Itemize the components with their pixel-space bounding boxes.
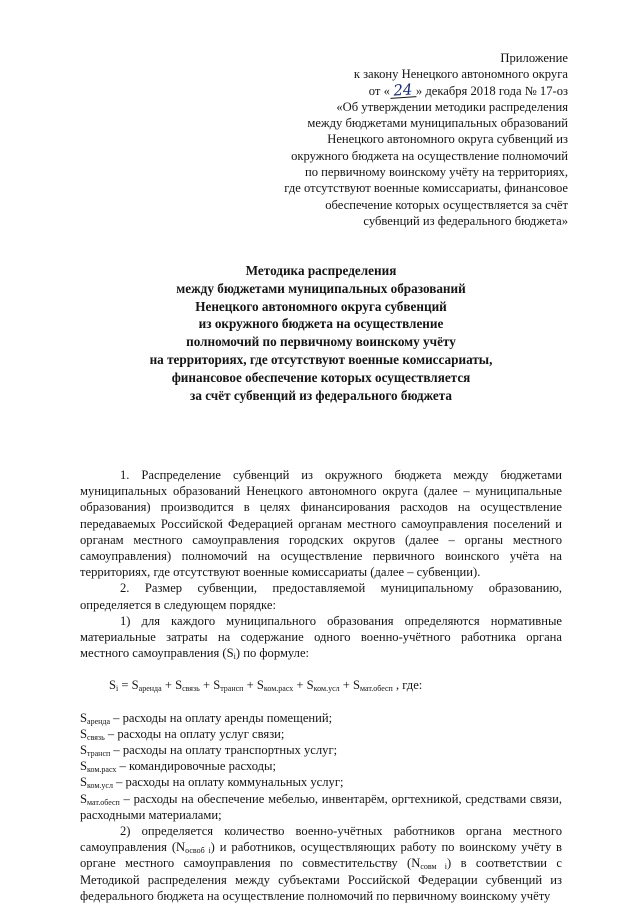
paragraph-3 — [80, 613, 562, 662]
title-line: на территориях, где отсутствуют военные комиссариаты, — [149, 351, 493, 367]
title-line: Ненецкого автономного округа субвенций — [195, 298, 447, 314]
definition-text: – расходы на обеспечение мебелью, инвентарём, оргтехникой, средствами связи, расходными материалами; — [80, 791, 562, 822]
header-line: где отсутствуют военные комиссариаты, финансовое — [284, 181, 568, 196]
definition-text: – расходы на оплату аренды помещений; — [110, 710, 333, 725]
document-body — [80, 467, 562, 904]
subscript: i — [116, 684, 119, 694]
definition-item: $S_{ком.усл}$ – расходы на оплату коммунальных услуг; — [80, 775, 344, 791]
paragraph-3-text: 1) для каждого муниципального образования определяются нормативные материальные затраты на содержание одного военно-учётного работника органа местного самоуправления (S — [80, 613, 562, 661]
paragraph-4-text: ) в соответствии с Методикой распределения между субъектами Российской Федерации субвенций из федерального бюджета на осуществление полномочий по первичному воинскому учёту — [80, 856, 563, 903]
date-prefix: от « — [368, 83, 390, 98]
definition-text: – расходы на оплату транспортных услуг; — [110, 743, 338, 758]
paragraph-4-text: ) и работников, осуществляющих работу по воинскому учёту в органе местного самоуправления по совместительству (N — [80, 840, 562, 871]
handwritten-day: 24 — [389, 83, 416, 99]
title-line: финансовое обеспечение которых осуществляется — [171, 369, 471, 385]
formula-plus: + S — [161, 678, 183, 693]
paragraph-4 — [80, 823, 562, 904]
header-line: Приложение — [500, 51, 568, 65]
subscript: ком.усл — [87, 781, 113, 791]
subscript: i — [233, 652, 236, 662]
formula — [80, 677, 562, 693]
subscript: аренда — [87, 716, 111, 726]
definition-item: $S_{трансп}$ – расходы на оплату транспортных услуг; — [80, 743, 338, 759]
title-line: из окружного бюджета на осуществление — [198, 316, 444, 332]
formula-plus: + S — [199, 678, 221, 693]
subscript: совм i — [420, 862, 448, 872]
appendix-header — [238, 50, 568, 229]
subscript: мат.обесп — [360, 684, 393, 694]
definition-text: – командировочные расходы; — [116, 759, 277, 774]
subscript: связь — [87, 732, 105, 742]
title-line: Методика распределения — [245, 263, 397, 278]
header-line: окружного бюджета на осуществление полномочий — [291, 148, 568, 163]
header-line: «Об утверждении методики распределения — [336, 99, 568, 114]
header-line: субвенций из федерального бюджета» — [363, 213, 568, 228]
title-line: полномочий по первичному воинскому учёту — [186, 334, 456, 350]
definitions-list — [80, 710, 562, 823]
definition-text: – расходы на оплату коммунальных услуг; — [112, 775, 344, 790]
title-line: за счёт субвенций из федерального бюджета — [190, 387, 452, 403]
header-date-line — [238, 79, 568, 100]
subscript: связь — [182, 684, 200, 694]
subscript: ком.расх — [263, 684, 294, 694]
paragraph-3-text-end: ) по формуле: — [235, 646, 310, 661]
subscript: аренда — [138, 684, 162, 694]
document-title — [80, 262, 562, 404]
header-line: между бюджетами муниципальных образований — [307, 116, 568, 131]
title-line: между бюджетами муниципальных образований — [176, 280, 466, 296]
formula-lhs: S — [109, 678, 117, 693]
paragraph-1: 1. Распределение субвенций из окружного бюджета между бюджетами муниципальных образований Ненецкого автономного округа (далее – муниципальные образования) производится в целях финансирования расходов на осуществление передаваемых Российской Федерацией органам местного самоуправления поселений и органам местного самоуправления городских округов (далее – органы местного самоуправления) полномочий на осуществление первичного воинского учёта на территориях, где отсутствуют военные комиссариаты (далее – субвенции). — [80, 468, 562, 580]
formula-plus: + S — [243, 678, 264, 693]
definition-item: $S_{аренда}$ – расходы на оплату аренды помещений; — [80, 710, 333, 726]
definition-item: $S_{связь}$ – расходы на оплату услуг связи; — [80, 726, 285, 742]
subscript: мат.обесп — [87, 797, 120, 807]
definition-text: – расходы на оплату услуг связи; — [104, 726, 285, 741]
date-suffix: » декабря 2018 года № 17-оз — [415, 83, 568, 98]
definition-item: $S_{мат.обесп}$ – расходы на обеспечение мебелью, инвентарём, оргтехникой, средствами связи, расходными материалами; — [80, 791, 562, 822]
paragraph-4-text: 2) определяется количество военно-учётных работников органа местного самоуправления (N — [80, 824, 562, 855]
formula-eq: = S — [118, 678, 139, 693]
definition-item: $S_{ком.расх}$ – командировочные расходы; — [80, 759, 277, 775]
subscript: освоб i — [185, 846, 211, 856]
header-line: Ненецкого автономного округа субвенций из — [327, 132, 568, 147]
subscript: трансп — [220, 684, 244, 694]
subscript: ком.усл — [313, 684, 340, 694]
header-line: к закону Ненецкого автономного округа — [353, 67, 568, 82]
subscript: трансп — [87, 749, 111, 759]
paragraph-2: 2. Размер субвенции, предоставляемой муниципальному образованию, определяется в следующем порядке: — [80, 581, 562, 612]
header-line: по первичному воинскому учёту на территориях, — [304, 165, 568, 180]
formula-plus: + S — [339, 678, 361, 693]
formula-tail: , где: — [392, 678, 423, 693]
header-line: обеспечение которых осуществляется за счёт — [325, 197, 568, 212]
subscript: ком.расх — [87, 765, 117, 775]
formula-plus: + S — [293, 678, 314, 693]
